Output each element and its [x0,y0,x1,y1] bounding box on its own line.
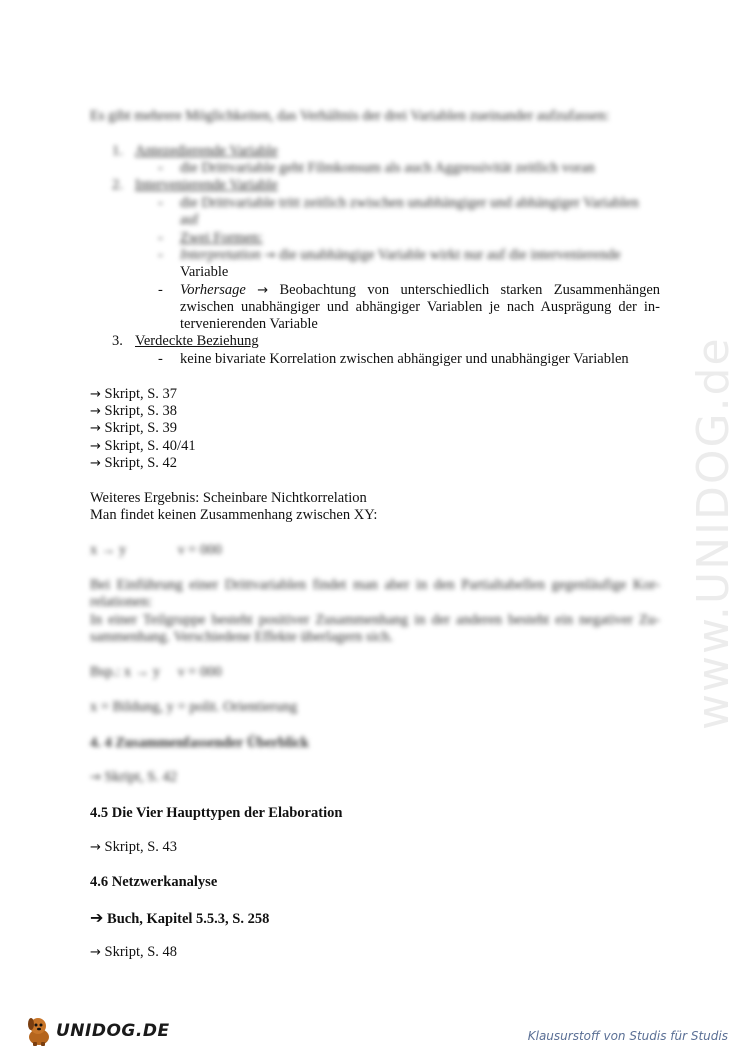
section46-ref [90,944,177,961]
item2-bullet4-line2: zwischen unabhängiger und abhängiger Variablen je nach Ausprägung der in- [180,299,660,315]
arrow-icon: → [90,387,101,402]
item3-title: Verdeckte Beziehung [135,333,259,349]
section44-title: 4. 4 Zusammenfassender Überblick [90,735,309,751]
formula1-right: ν = 000 [178,542,222,558]
section45-ref [90,839,177,856]
ref-text: Skript, S. 42 [104,455,178,471]
formula1-left: x → y [90,542,127,558]
arrow-icon: → [90,840,101,855]
item2-bullet3-a [180,247,621,264]
arrow-icon: → [90,404,101,419]
ref-text: Skript, S. 39 [104,420,178,436]
ref-line [90,403,177,420]
para-line3: In einer Teilgruppe besteht positiver Zusammenhang in der anderen besteht ein negativer Zu- [90,612,660,628]
arrow-icon: → [90,945,101,960]
arrow-icon: → [90,421,101,436]
example-line: x = Bildung, y = polit. Orientierung [90,699,298,715]
para-line1: Bei Einführung einer Drittvariablen findet man aber in den Partialtabellen gegenläufige Kor- [90,577,660,593]
formula2-left: Bsp.: x → y [90,664,161,680]
item2-dash4: - [158,282,163,298]
item2-bullet1-b: auf [180,212,199,228]
item1-bullet: die Drittvariable geht Filmkonsum als auch Aggressivität zeitlich voran [180,160,595,176]
formula2-right: ν = 000 [178,664,222,680]
item3-number: 3. [112,333,123,349]
ref-text: Skript, S. 37 [104,386,178,402]
bold-arrow-icon: ➔ [90,908,104,927]
item2-bullet2: Zwei Formen: [180,230,263,246]
item1-number: 1. [112,143,123,159]
watermark: www.UNIDOG.de [688,336,739,730]
section46-book [90,909,269,928]
arrow-icon: → [264,248,276,263]
arrow-icon: → [90,456,101,471]
arrow-icon: → [90,770,101,785]
item1-title: Antezedierende Variable [135,143,278,159]
item2-bullet4-line3: tervenierenden Variable [180,316,318,332]
intro-text: Es gibt mehrere Möglichkeiten, das Verhältnis der drei Variablen zueinander aufzufassen: [90,108,610,124]
item2-dash3: - [158,247,163,263]
ref-text: Skript, S. 40/41 [104,438,196,454]
section46-title: 4.6 Netzwerkanalyse [90,874,218,890]
item3-dash: - [158,351,163,367]
ref-line [90,386,177,403]
dog-mascot-icon [24,1015,54,1047]
unidog-logo [24,1014,170,1048]
ref-line [90,438,196,455]
logo-text: UNIDOG.DE [56,1021,170,1041]
ref-text: Skript, S. 42 [104,769,178,785]
ref-text: Skript, S. 43 [104,839,178,855]
interpretation-text: die unabhängige Variable wirkt nur auf die intervenierende [278,247,621,263]
vorhersage-label: Vorhersage [180,282,246,298]
item2-bullet1-a: die Drittvariable tritt zeitlich zwischen unabhängiger und abhängiger Variablen [180,195,639,211]
section45-title: 4.5 Die Vier Haupttypen der Elaboration [90,805,343,821]
arrow-icon: → [257,283,269,298]
footer-tagline: Klausurstoff von Studis für Studis [527,1029,728,1043]
result-line1: Weiteres Ergebnis: Scheinbare Nichtkorrelation [90,490,367,506]
arrow-icon: → [90,439,101,454]
book-text: Buch, Kapitel 5.5.3, S. 258 [107,911,270,927]
item2-bullet3-b: Variable [180,264,229,280]
item2-dash2: - [158,230,163,246]
item2-bullet4-line1 [180,282,660,299]
interpretation-label: Interpretation [180,247,261,263]
item3-bullet: keine bivariate Korrelation zwischen abhängiger und unabhängiger Variablen [180,351,629,367]
item2-number: 2. [112,177,123,193]
item1-dash: - [158,160,163,176]
ref-line [90,420,177,437]
vorhersage-text: Beobachtung von unterschiedlich starken Zusammenhängen [279,282,661,298]
result-line2: Man findet keinen Zusammenhang zwischen XY: [90,507,378,523]
para-line2: relationen: [90,594,153,610]
item2-title: Intervenierende Variable [135,177,278,193]
item2-dash1: - [158,195,163,211]
ref-text: Skript, S. 48 [104,944,178,960]
section44-ref [90,769,177,786]
ref-text: Skript, S. 38 [104,403,178,419]
para-line4: sammenhang. Verschiedene Effekte überlagern sich. [90,629,394,645]
ref-line [90,455,177,472]
